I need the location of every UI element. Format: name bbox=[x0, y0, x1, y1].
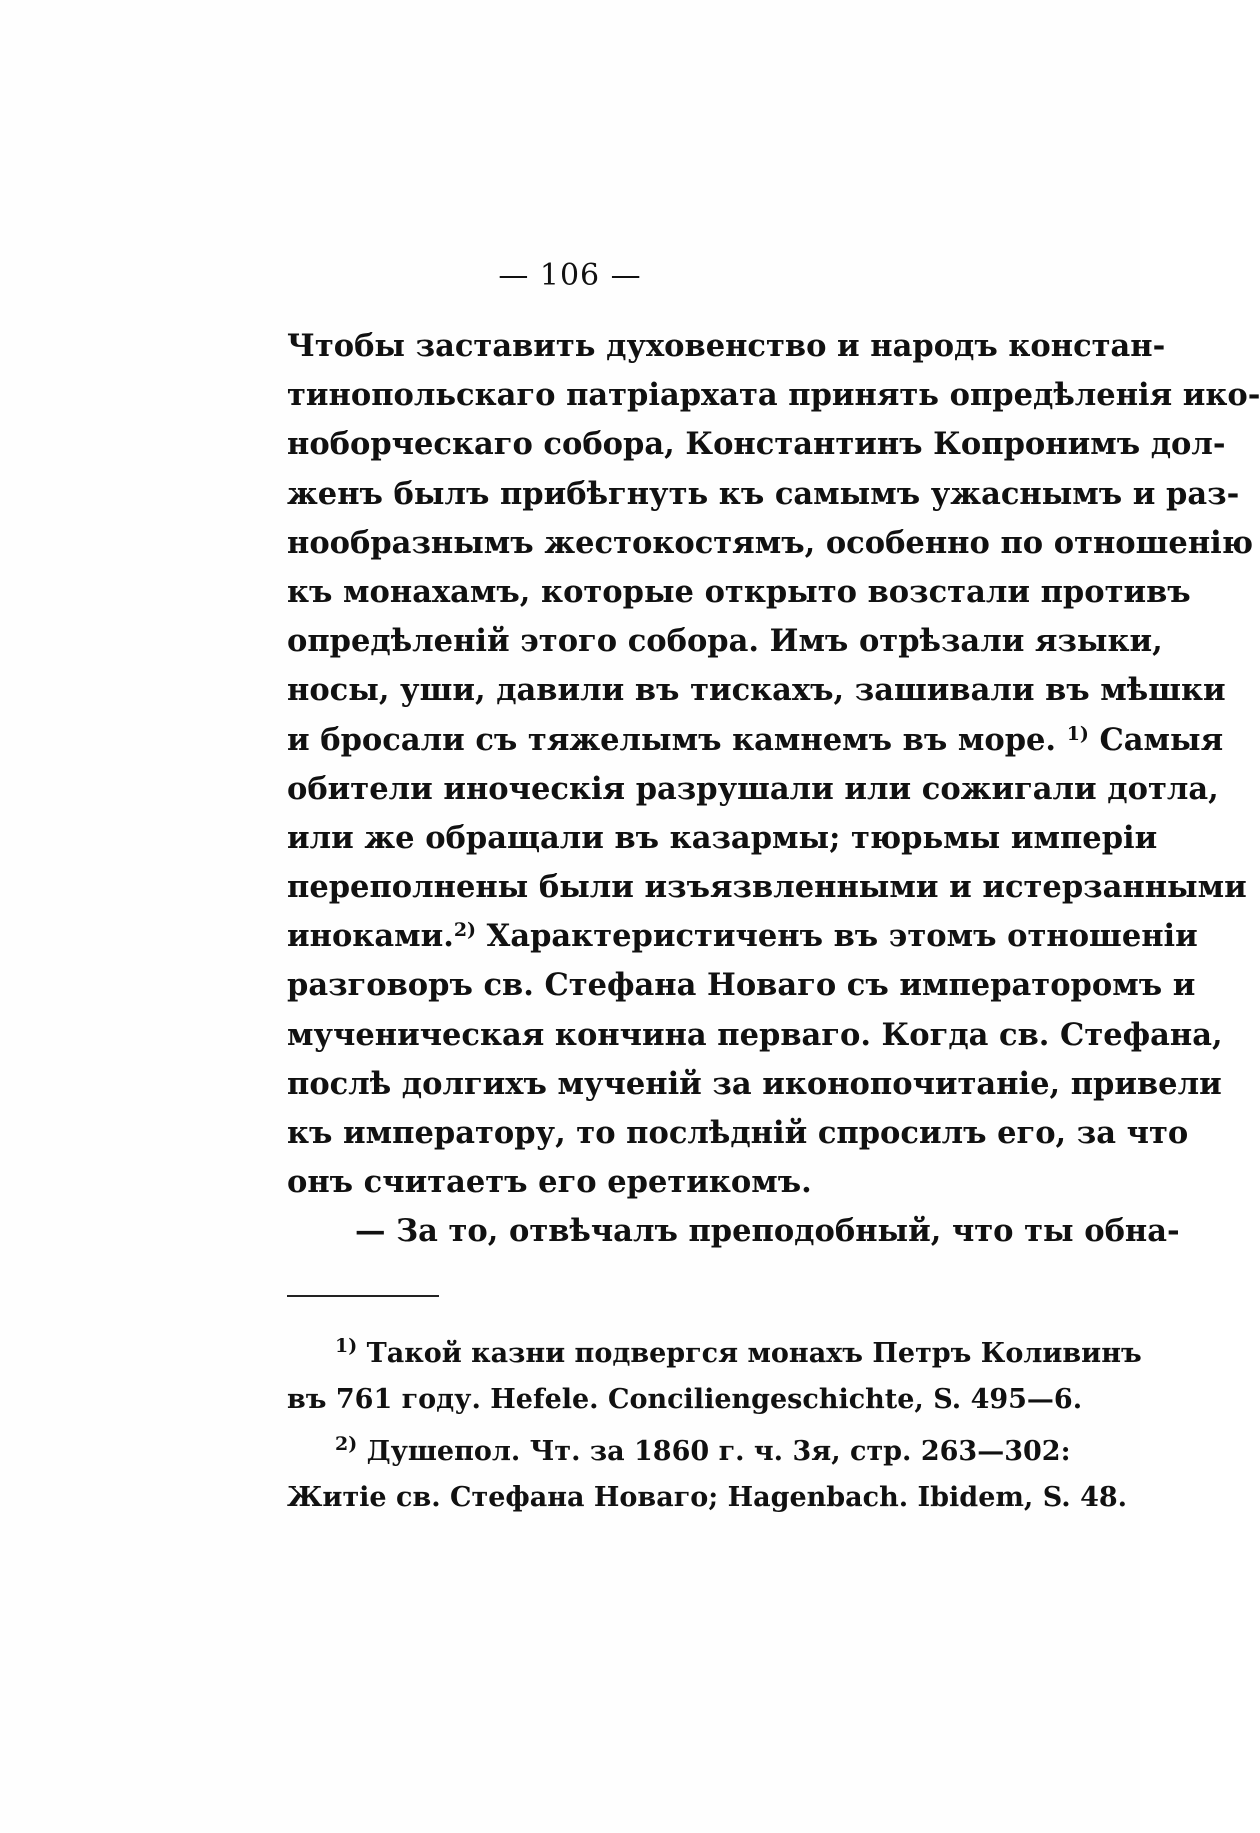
text-line: — За то, отвѣчалъ преподобный, что ты обна- bbox=[355, 1213, 1180, 1250]
text-line: опредѣленій этого собора. Имъ отрѣзали языки, bbox=[287, 623, 1163, 660]
footnote-ref-1: 1) bbox=[1066, 722, 1089, 745]
footnotes bbox=[287, 1331, 1142, 1521]
text-line: носы, уши, давили въ тискахъ, зашивали въ мѣшки bbox=[287, 672, 1226, 709]
footnote-1-line bbox=[287, 1331, 1142, 1377]
text-line: нообразнымъ жестокостямъ, особенно по отношенію bbox=[287, 524, 1254, 561]
text-line-with-footnote-1 bbox=[287, 716, 1224, 765]
footnote-text: Душепол. Чт. за 1860 г. ч. 3я, стр. 263—302: bbox=[357, 1436, 1071, 1467]
footnote-1-marker: 1) bbox=[335, 1335, 358, 1357]
footnote-1-line: въ 761 году. Hefele. Conciliengeschichte, S. 495—6. bbox=[287, 1384, 1083, 1415]
text-line: тинопольскаго патріархата принять опредѣленія ико- bbox=[287, 377, 1260, 414]
footnote-ref-2: 2) bbox=[453, 919, 477, 942]
text-line-with-footnote-2 bbox=[287, 912, 1198, 961]
text-segment: иноками. bbox=[287, 918, 454, 955]
text-line: къ монахамъ, которые открыто возстали противъ bbox=[287, 573, 1191, 610]
text-line: послѣ долгихъ мученій за иконопочитаніе, привели bbox=[287, 1065, 1222, 1102]
text-line: обители иноческія разрушали или сожигали дотла, bbox=[287, 770, 1219, 807]
text-segment: Характеристиченъ въ этомъ отношеніи bbox=[476, 918, 1198, 955]
text-line: переполнены были изъязвленными и истерзанными bbox=[287, 869, 1247, 906]
text-line: разговоръ св. Стефана Новаго съ императоромъ и bbox=[287, 967, 1196, 1004]
footnote-2-marker: 2) bbox=[335, 1433, 358, 1455]
footnote-separator bbox=[287, 1295, 439, 1297]
main-text bbox=[287, 322, 1260, 1257]
text-line: къ императору, то послѣдній спросилъ его, за что bbox=[287, 1115, 1189, 1151]
text-line: женъ былъ прибѣгнуть къ самымъ ужаснымъ и раз- bbox=[287, 475, 1240, 512]
text-segment: Самыя bbox=[1088, 721, 1224, 758]
text-line: или же обращали въ казармы; тюрьмы имперіи bbox=[287, 819, 1158, 856]
page-number: — 106 — bbox=[498, 258, 642, 293]
text-line: Чтобы заставить духовенство и народъ констан- bbox=[287, 328, 1166, 364]
text-segment: и бросали съ тяжелымъ камнемъ въ море. bbox=[287, 721, 1057, 758]
text-line: ноборческаго собора, Константинъ Копронимъ дол- bbox=[287, 426, 1226, 463]
footnote-text: Такой казни подвергся монахъ Петръ Коливинъ bbox=[357, 1338, 1142, 1369]
footnote-2-line: Житіе св. Стефана Новаго; Hagenbach. Ibidem, S. 48. bbox=[287, 1482, 1128, 1513]
footnote-2-line bbox=[287, 1429, 1071, 1475]
text-line: мученическая кончина перваго. Когда св. Стефана, bbox=[287, 1016, 1223, 1053]
text-line: онъ считаетъ его еретикомъ. bbox=[287, 1164, 812, 1201]
